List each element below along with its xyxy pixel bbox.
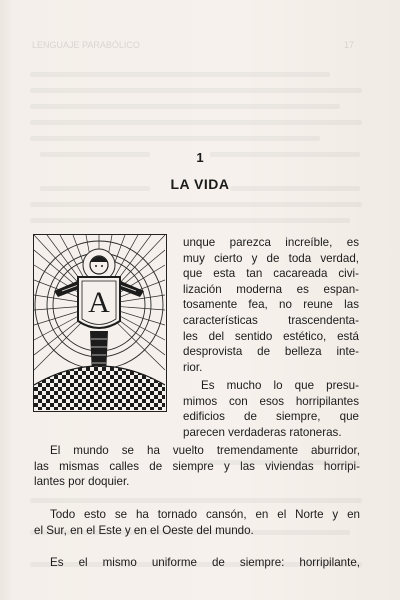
paragraph-5 [34,555,360,571]
sunburst-figure-icon [34,235,165,410]
text-line: características trascendenta- [183,313,359,327]
text-line: unque parezca increíble, es [183,236,359,249]
text-line: rior. [183,360,203,374]
text-line: Es mucho lo que presu- [201,379,359,392]
running-head [32,40,354,50]
text-line: muy cierto y de toda verdad, [183,251,359,265]
text-line: les del sentido estético, está [183,329,359,343]
text-line: lización moderna es espan- [183,282,359,296]
text-line: El mundo se ha vuelto tremendamente aburridor, [50,444,360,457]
dropcap-letter: A [88,286,110,319]
running-head-title: LENGUAJE PARABÓLICO [32,40,140,50]
page-number: 17 [343,40,354,50]
paragraph-3 [34,443,360,490]
chapter-number: 1 [196,150,204,165]
chapter-title: LA VIDA [170,176,230,192]
text-line: lantes por doquier. [34,475,130,489]
text-line: las mismas calles de siempre y las viviendas horripi- [34,459,360,473]
text-line: el Sur, en el Este y en el Oeste del mundo. [34,523,254,537]
text-line: desprovista de belleza inte- [183,345,359,359]
text-line: que esta tan cacareada civi- [183,267,359,281]
paragraph-1 [183,235,359,375]
dropcap-illustration [33,234,167,412]
paragraph-2 [183,378,359,440]
text-line: Todo esto se ha tornado cansón, en el Norte y en [50,508,360,521]
text-line: edificios de siempre, que [183,410,359,424]
text-line: mimos con esos horripilantes [183,394,359,408]
text-line: tosamente fea, no reune las [183,298,359,312]
text-line: Es el mismo uniforme de siempre: horripilante, [50,556,360,569]
paragraph-4 [34,507,360,538]
text-line: parecen verdaderas ratoneras. [183,425,342,439]
